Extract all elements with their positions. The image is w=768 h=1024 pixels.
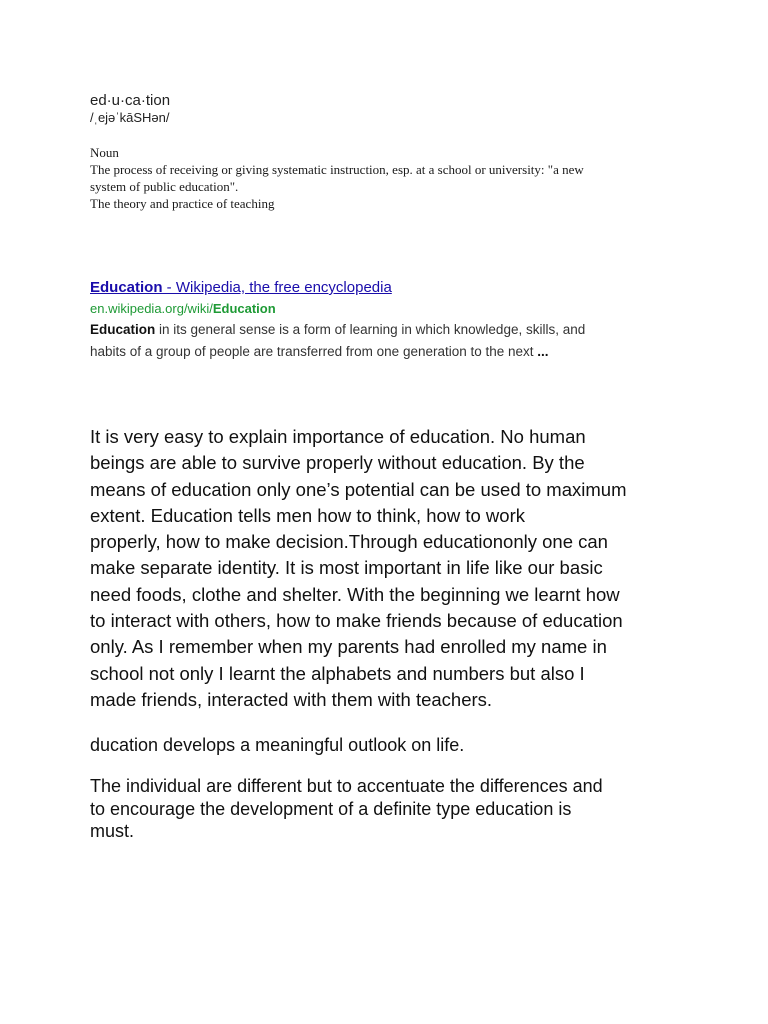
snippet-line-1: in its general sense is a form of learning in which knowledge, skills, and — [155, 322, 586, 337]
result-url — [90, 299, 670, 319]
result-title-rest: - Wikipedia, the free encyclopedia — [162, 279, 392, 296]
essay-line: extent. Education tells men how to think, how to work — [90, 504, 525, 526]
result-title-link[interactable] — [90, 278, 670, 298]
definition-1-line-2: system of public education". — [90, 179, 239, 194]
definition-1-line-1: The process of receiving or giving systematic instruction, esp. at a school or university: "a new — [90, 162, 584, 177]
snippet-ellipsis: ... — [537, 344, 549, 359]
essay-line: The individual are different but to accentuate the differences and — [90, 776, 603, 796]
definition-1 — [90, 161, 690, 195]
snippet-bold: Education — [90, 322, 156, 337]
search-result — [90, 278, 670, 363]
essay-paragraph-1 — [90, 424, 690, 713]
essay-line: must. — [90, 821, 135, 841]
result-url-bold: Education — [212, 301, 276, 316]
snippet-line-2: habits of a group of people are transferred from one generation to the next — [90, 344, 538, 359]
essay-line: beings are able to survive properly without education. By the — [90, 452, 585, 474]
part-of-speech: Noun — [90, 145, 119, 160]
essay-line: school not only I learnt the alphabets and numbers but also I — [90, 662, 585, 684]
essay-paragraph-2: ducation develops a meaningful outlook on life. — [90, 735, 465, 755]
definition-2: The theory and practice of teaching — [90, 196, 275, 211]
essay-line: properly, how to make decision.Through educationonly one can — [90, 531, 608, 553]
essay-line: It is very easy to explain importance of education. No human — [90, 426, 586, 447]
result-title-bold: Education — [90, 279, 163, 296]
essay-line: to encourage the development of a definite type education is — [90, 798, 572, 819]
essay-line: means of education only one’s potential can be used to maximum — [90, 478, 627, 500]
essay-line: make separate identity. It is most important in life like our basic — [90, 557, 603, 579]
dictionary-entry — [90, 92, 690, 212]
essay-line: made friends, interacted with them with teachers. — [90, 688, 493, 710]
result-url-prefix: en.wikipedia.org/wiki/ — [90, 301, 213, 316]
essay-line: to interact with others, how to make friends because of education — [90, 610, 623, 632]
headword: ed·u·ca·tion — [90, 92, 171, 109]
result-snippet — [90, 319, 670, 363]
essay-line: only. As I remember when my parents had enrolled my name in — [90, 636, 607, 658]
essay-paragraph-3 — [90, 775, 603, 843]
pronunciation: /ˌejəˈkāSHən/ — [90, 110, 170, 125]
essay-line: need foods, clothe and shelter. With the beginning we learnt how — [90, 583, 620, 605]
